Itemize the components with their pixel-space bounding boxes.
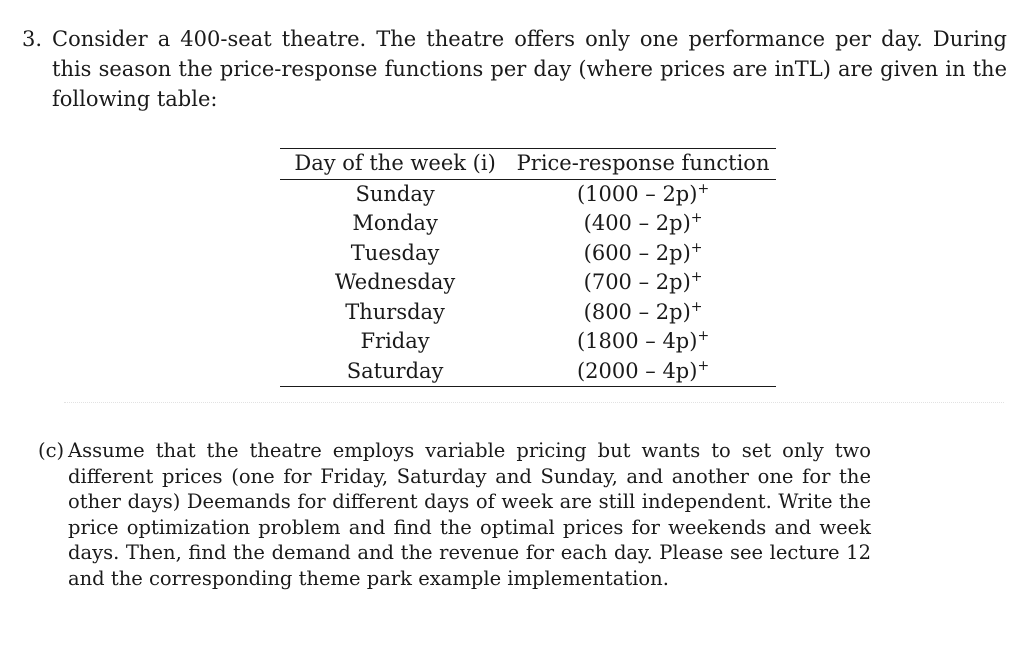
- faded-text-remnant: [64, 402, 1004, 409]
- problem-number: 3.: [22, 27, 43, 51]
- part-c-text: Assume that the theatre employs variable pricing but wants to set only two different prices (one for Friday, Saturday and Sunday, and another one for the other days) Deemands for different days of week are still independent. Write the price optimization problem and find the optimal prices for weekends and week days. Then, find the demand and the revenue for each day. Please see lecture 12 and the corresponding theme park example implementation.: [68, 439, 871, 590]
- day-cell: Wednesday: [334, 270, 456, 294]
- problem-intro: [22, 24, 1007, 114]
- part-c-question: [38, 438, 871, 591]
- table-row: [280, 268, 776, 298]
- price-table: [280, 148, 776, 387]
- table-row: [280, 209, 776, 239]
- table-row: [280, 357, 776, 387]
- day-cell: Sunday: [355, 181, 435, 206]
- problem-statement: [22, 24, 1007, 114]
- table-row: [280, 179, 776, 209]
- day-cell: Saturday: [280, 357, 510, 387]
- function-cell: (600 – 2p)+: [583, 239, 703, 265]
- problem-intro-text: Consider a 400-seat theatre. The theatre offers only one performance per day. During this season the price-response functions per day (where prices are inTL) are given in the following table:: [52, 27, 1007, 111]
- header-day-of-week: Day of the week (i): [280, 149, 510, 180]
- function-cell: (1800 – 4p)+: [576, 328, 710, 353]
- function-cell: (400 – 2p)+: [583, 210, 703, 235]
- day-cell: Tuesday: [350, 240, 440, 265]
- day-cell: Friday: [360, 329, 430, 353]
- day-cell: Thursday: [345, 299, 445, 324]
- part-c-label: (c): [38, 439, 65, 462]
- function-cell: (1000 – 2p)+: [576, 180, 710, 206]
- function-cell: (700 – 2p)+: [583, 269, 703, 294]
- table-row: [280, 239, 776, 269]
- day-cell: Monday: [352, 211, 438, 235]
- price-response-table: [280, 148, 776, 387]
- table-header-row: [280, 149, 776, 180]
- function-cell: (2000 – 4p)+: [510, 357, 776, 387]
- function-cell: (800 – 2p)+: [583, 298, 703, 324]
- table-row: [280, 298, 776, 328]
- header-price-response: Price-response function: [510, 149, 776, 180]
- table-row: [280, 327, 776, 357]
